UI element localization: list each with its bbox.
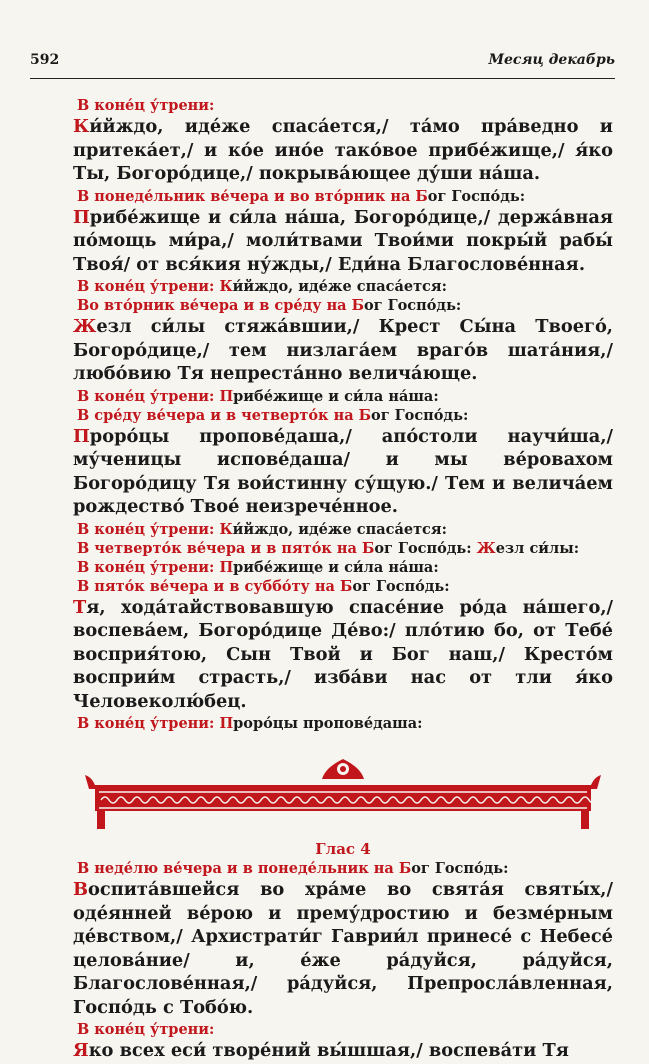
drop-cap: К: [73, 116, 90, 137]
rubric: В коне́ц у́трени: Прибе́жище и си́ла на́ша:: [77, 387, 439, 405]
running-title: Месяц декабрь: [488, 52, 615, 68]
page-number: 592: [30, 52, 60, 68]
running-header: [30, 44, 615, 79]
rubric: Во вто́рник ве́чера и в сре́ду на Бог Госпо́дь:: [77, 297, 462, 314]
drop-cap: П: [73, 206, 90, 228]
tone-heading: Глас 4: [315, 840, 371, 858]
rubric: В коне́ц у́трени:: [77, 97, 215, 114]
rubric: В коне́ц у́трени: Ки́йждо, иде́же спаса́ется:: [77, 278, 447, 295]
drop-cap: В: [73, 879, 89, 900]
ornament-divider: [73, 755, 613, 831]
troparion: Тя, хода́тайствовавшую спасе́ние ро́да на́шего,/ воспева́ем, Богоро́дице Де́во:/ пло́тию бо, от Тебе́ восприя́тою, Сын Твой и Бог наш,/ Кресто́м восприи́м страсть,/ изба́ви нас от тли я́ко Человеколю́бец.: [73, 596, 613, 712]
rubric: В коне́ц у́трени: Ки́йждо, иде́же спаса́ется:: [77, 520, 447, 538]
rubric: В коне́ц у́трени:: [77, 1021, 215, 1038]
page-body: [73, 96, 613, 1064]
drop-cap: Ж: [73, 316, 97, 337]
ornament-icon: [85, 755, 601, 831]
troparion: Воспита́вшейся во хра́ме во свята́я святы́х,/ оде́янней ве́рою и прему́дростию и безме́рным де́вством,/ Архистрати́г Гаврии́л принесе́ с Небесе́ целова́ние/ и, е́же ра́дуйся, ра́дуйся, Благослове́нная,/ ра́дуйся, Препросла́вленная, Госпо́дь с Тобо́ю.: [73, 879, 613, 1018]
rubric: В понеде́льник ве́чера и во вто́рник на Бог Госпо́дь:: [77, 187, 526, 205]
troparion: Жезл си́лы стяжа́вшии,/ Крест Сы́на Твоего́, Богоро́дице,/ тем низлага́ем враго́в шата́ния,/ любо́вию Тя непреста́нно велича́юще.: [73, 316, 613, 384]
rubric: В неде́лю ве́чера и в понеде́льник на Бог Госпо́дь:: [77, 860, 509, 877]
troparion: Ки́йждо, иде́же спаса́ется,/ та́мо пра́ведно и притека́ет,/ и ко́е ино́е тако́вое прибе́жище,/ я́ко Ты, Богоро́дице,/ покрыва́ющее ду́ши на́ша.: [73, 116, 613, 184]
drop-cap: Я: [73, 1040, 89, 1061]
rubric: В четверто́к ве́чера и в пято́к на Бог Госпо́дь: Жезл си́лы:: [77, 539, 580, 557]
rubric: В пято́к ве́чера и в суббо́ту на Бог Госпо́дь:: [77, 577, 450, 595]
troparion: Яко всех еси́ творе́ний вы́шшая,/ воспева́ти Тя: [73, 1040, 569, 1061]
troparion: Проро́цы пропове́даша,/ апо́столи научи́ша,/ му́ченицы испове́даша/ и мы ве́ровахом Богоро́дицу Тя вои́стинну су́щую./ Тем и велича́ем рождество́ Твое́ неизрече́нное.: [73, 425, 613, 517]
rubric: В сре́ду ве́чера и в четверто́к на Бог Госпо́дь:: [77, 406, 469, 424]
troparion: Прибе́жище и си́ла на́ша, Богоро́дице,/ держа́вная по́мощь ми́ра,/ моли́твами Твои́ми покры́й рабы́ Твоя́/ от вся́кия ну́жды,/ Еди́на Благослове́нная.: [73, 206, 613, 275]
rubric: В коне́ц у́трени: Прибе́жище и си́ла на́ша:: [77, 558, 439, 576]
drop-cap: Т: [73, 596, 87, 618]
rubric: В коне́ц у́трени: Проро́цы пропове́даша:: [77, 715, 423, 732]
drop-cap: П: [73, 425, 90, 447]
